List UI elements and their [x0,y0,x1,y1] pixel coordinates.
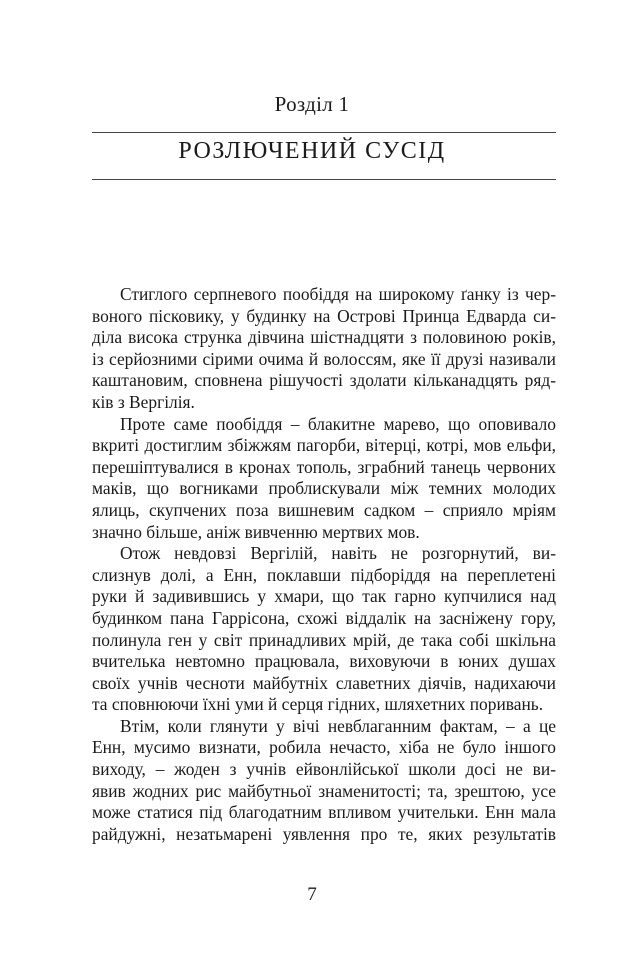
text-line: Проте саме пообіддя – блакитне марево, що оповивало [120,413,556,434]
body-text [92,284,556,845]
chapter-title: РОЗЛЮЧЕНИЙ СУСІД [178,138,446,164]
paragraph [92,716,556,846]
paragraph [92,543,556,716]
text-line: слизнув долі, а Енн, поклавши підборіддя на переплетені [92,564,556,585]
text-line: із серйозними сірими очима й волоссям, яке її друзі називали [92,348,556,369]
text-line: Отож невдовзі Вергілій, навіть не розгорнутий, ви- [120,543,556,564]
paragraph [92,284,556,414]
text-line: діла висока струнка дівчина шістнадцяти з половиною років, [92,327,556,348]
text-line: вкриті достиглим збіжжям пагорби, вітерці, котрі, мов ельфи, [92,435,556,456]
text-line: Стиглого серпневого пообіддя на широкому ґанку із чер- [120,284,556,304]
text-line: значно більше, аніж вивченню мертвих мов. [92,521,420,542]
text-line: ків з Вергілія. [92,391,195,412]
text-line: Енн, мусимо визнати, робила нечасто, хіба не було іншого [92,737,556,758]
text-line: райдужні, незатьмарені уявлення про те, яких результатів [92,823,556,844]
text-line: ялиць, скупчених поза вишневим садком – сприяло мріям [92,499,556,520]
text-line: Втім, коли глянути у вічі невблаганним фактам, – а це [120,715,556,736]
text-line: своїх учнів чесноти майбутніх славетних діячів, надихаючи [92,672,556,693]
text-line: каштановим, сповнена рішучості здолати кільканадцять ряд- [92,370,556,391]
title-rule-bottom [92,179,556,180]
text-line: вчителька невтомно працювала, виховуючи в юних душах [92,651,556,672]
title-rule-top [92,132,556,133]
text-line: полинула ген у світ принадливих мрій, де така собі шкільна [92,629,556,650]
text-line: явив жодних рис майбутньої знаменитості; та, зрештою, усе [92,780,556,801]
text-line: перешіптувалися в кронах тополь, зграбний танець червоних [92,456,556,477]
page-number: 7 [307,884,317,905]
chapter-label: Розділ 1 [274,92,350,116]
text-line: виходу, – жоден з учнів ейвонлійської школи досі не ви- [92,759,556,780]
paragraph [92,414,556,544]
text-line: руки й задивившись у хмари, що так гарно купчилися над [92,586,556,607]
text-line: та сповнюючи їхні уми й серця гідних, шляхетних поривань. [92,694,544,715]
text-line: може статися під благодатним впливом учительки. Енн мала [92,802,556,823]
text-line: маків, що вогниками проблискували між темних молодих [92,478,556,499]
text-line: воного пісковику, у будинку на Острові Принца Едварда си- [92,305,556,326]
text-line: будинком пана Гаррісона, схожі віддалік на засніжену гору, [92,607,556,628]
